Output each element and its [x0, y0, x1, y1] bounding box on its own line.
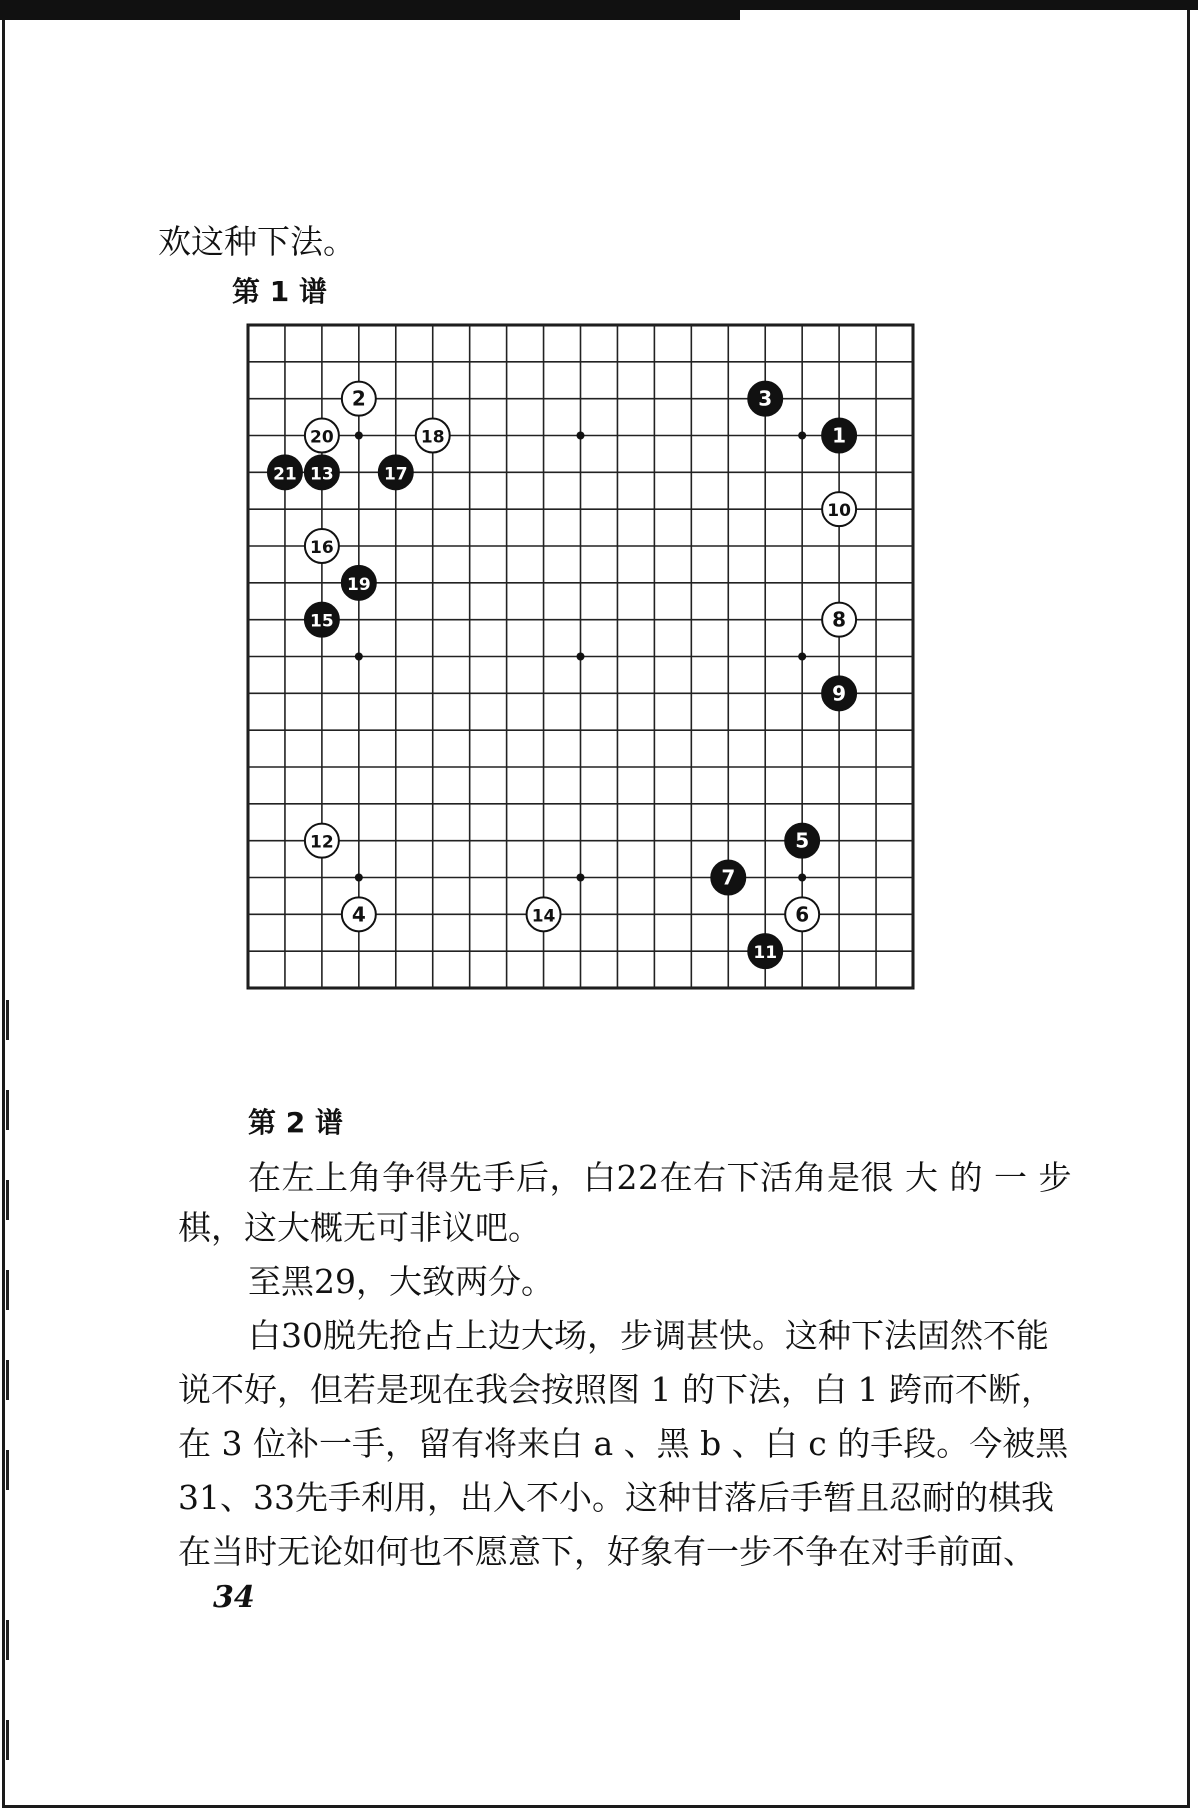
star-point: [798, 653, 806, 661]
stone-move-number: 15: [310, 611, 334, 632]
stone-move-number: 18: [420, 427, 445, 448]
stone-move-number: 2: [351, 386, 366, 411]
star-point: [355, 653, 363, 661]
paragraph-line: 在当时无论如何也不愿意下，好象有一步不争在对手前面、: [178, 1532, 1036, 1571]
star-point: [577, 653, 585, 661]
paragraph-line: 说不好，但若是现在我会按照图 1 的下法，白 1 跨而不断，: [178, 1370, 1054, 1409]
paragraph-line: 31、33先手利用，出入不小。这种甘落后手暂且忍耐的棋我: [178, 1478, 1054, 1517]
stone-move-number: 21: [273, 464, 297, 485]
paragraph-line: 白30脱先抢占上边大场，步调甚快。这种下法固然不能: [248, 1316, 1049, 1355]
scan-margin-mark: [6, 1620, 9, 1660]
scan-margin-mark: [6, 1090, 9, 1130]
scan-margin-mark: [6, 1720, 9, 1760]
stone-move-number: 6: [795, 902, 810, 927]
stone-move-number: 20: [310, 427, 334, 448]
star-point: [798, 432, 806, 440]
stone-move-number: 1: [832, 423, 847, 448]
scan-margin-mark: [6, 1180, 9, 1220]
stone-move-number: 12: [310, 832, 334, 853]
scan-margin-mark: [6, 1360, 9, 1400]
stone-move-number: 11: [753, 943, 778, 964]
stone-move-number: 13: [310, 464, 334, 485]
star-point: [355, 874, 363, 882]
stone-move-number: 19: [346, 574, 371, 595]
paragraph-line: 至黑29，大致两分。: [248, 1262, 554, 1301]
page-number: 34: [213, 1580, 255, 1615]
scan-margin-mark: [6, 1450, 9, 1490]
paragraph-line: 在 3 位补一手，留有将来白 a 、黑 b 、白 c 的手段。今被黑: [178, 1424, 1069, 1463]
stone-move-number: 5: [795, 828, 810, 853]
stone-move-number: 3: [758, 386, 773, 411]
star-point: [577, 874, 585, 882]
scan-margin-mark: [6, 1270, 9, 1310]
stone-move-number: 10: [827, 501, 851, 522]
star-point: [355, 432, 363, 440]
paragraph-line: 棋，这大概无可非议吧。: [178, 1208, 541, 1247]
stone-move-number: 14: [531, 906, 556, 927]
go-board-diagram: [238, 315, 923, 998]
scan-top-edge-right: [740, 0, 1198, 10]
intro-line: 欢这种下法。: [158, 222, 356, 261]
star-point: [798, 874, 806, 882]
figure-1-title: 第 1 谱: [232, 275, 327, 308]
paragraph-line: 在左上角争得先手后，白22在右下活角是很 大 的 一 步: [248, 1158, 1072, 1197]
star-point: [577, 432, 585, 440]
stone-move-number: 16: [310, 538, 334, 558]
stone-move-number: 9: [832, 681, 847, 706]
stone-move-number: 7: [721, 865, 736, 890]
figure-2-title: 第 2 谱: [248, 1106, 343, 1139]
stone-move-number: 17: [383, 464, 408, 485]
scan-top-edge: [0, 0, 740, 20]
stone-move-number: 4: [351, 902, 366, 927]
scan-margin-mark: [6, 1000, 9, 1040]
stone-move-number: 8: [832, 607, 847, 632]
